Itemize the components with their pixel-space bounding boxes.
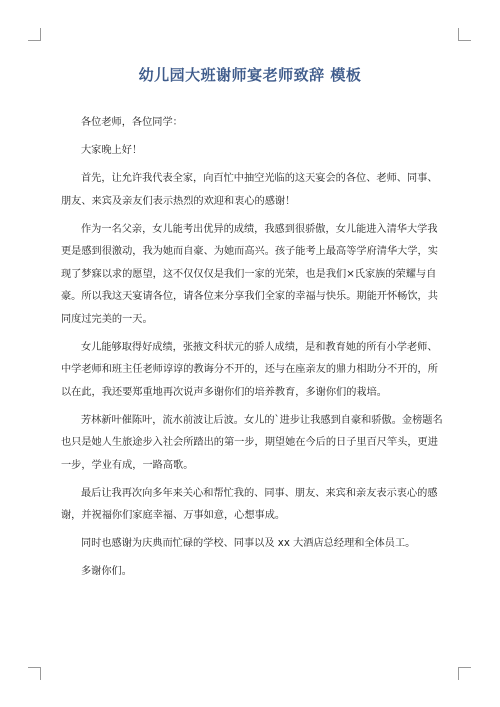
greeting-line: 大家晚上好！ bbox=[81, 145, 143, 156]
body-paragraph: 同时也感谢为庆典而忙碌的学校、同事以及 xx 大酒店总经理和全体员工。 bbox=[81, 538, 416, 549]
body-paragraph: 女儿能够取得好成绩，张掖文科状元的骄人成绩，是和教育她的所有小学老师、中学老师和班主任老师谆谆的教诲分不开的，还与在座亲友的鼎力相助分不开的，所以在此，我还要郑重地再次说声多谢你们的培养教育，多谢你们的栽培。 bbox=[61, 341, 438, 398]
corner-mark-bottom-right bbox=[458, 667, 471, 680]
corner-mark-top-right bbox=[458, 28, 471, 41]
corner-mark-bottom-left bbox=[28, 667, 41, 680]
document-body bbox=[61, 112, 445, 589]
corner-mark-top-left bbox=[28, 28, 41, 41]
body-paragraph: 最后让我再次向多年来关心和帮忙我的、同事、朋友、来宾和亲友表示衷心的感谢，并祝福你们家庭幸福、万事如意，心想事成。 bbox=[61, 487, 438, 521]
closing-line: 多谢你们。 bbox=[81, 566, 132, 577]
salutation: 各位老师，各位同学： bbox=[81, 117, 183, 128]
body-paragraph: 首先，让允许我代表全家，向百忙中抽空光临的这天宴会的各位、老师、同事、朋友、来宾及亲友们表示热烈的欢迎和衷心的感谢！ bbox=[61, 173, 438, 207]
document-title: 幼儿园大班谢师宴老师致辞 模板 bbox=[138, 66, 362, 84]
body-paragraph: 作为一名父亲，女儿能考出优异的成绩，我感到很骄傲，女儿能进入清华大学我更是感到很激动，我为她而自豪、为她而高兴。孩子能考上最高等学府清华大学，实现了梦寐以求的愿望，这不仅仅仅是我们一家的光荣，也是我们×氏家族的荣耀与自豪。所以我这天宴请各位，请各位来分享我们全家的幸福与快乐。期能开怀畅饮，共同度过完美的一天。 bbox=[61, 223, 438, 325]
body-paragraph: 芳林新叶催陈叶，流水前波让后波。女儿的`进步让我感到自豪和骄傲。金榜题名也只是她人生旅途步入社会所踏出的第一步，期望她在今后的日子里百尺竿头，更进一步，学业有成，一路高歌。 bbox=[61, 414, 443, 471]
